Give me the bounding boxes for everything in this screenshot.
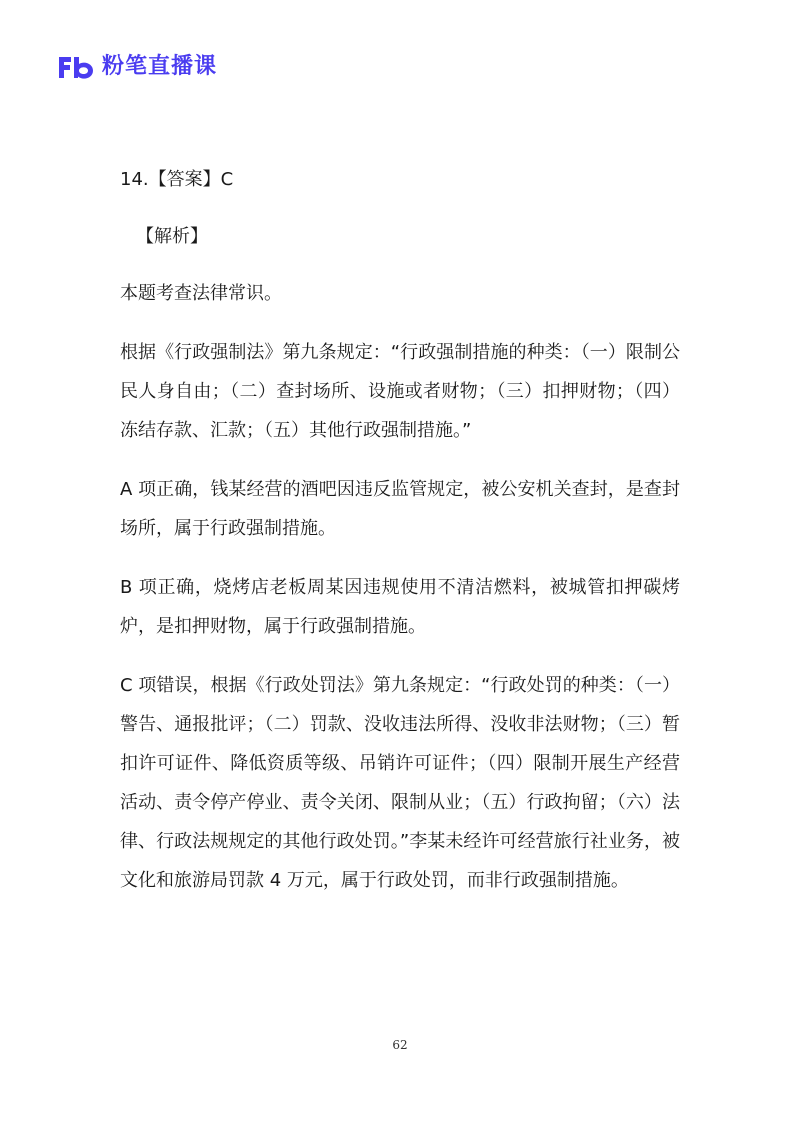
document-body	[120, 160, 680, 920]
paragraph-option-b: B 项正确，烧烤店老板周某因违规使用不清洁燃料，被城管扣押碳烤炉，是扣押财物，属于行政强制措施。	[120, 577, 680, 637]
page-number: 62	[392, 1038, 408, 1052]
brand-logo	[56, 52, 217, 82]
logo-text: 粉笔直播课	[102, 54, 218, 79]
paragraph-option-c: C 项错误，根据《行政处罚法》第九条规定：“行政处罚的种类：（一）警告、通报批评；（二）罚款、没收违法所得、没收非法财物；（三）暂扣许可证件、降低资质等级、吊销许可证件；（四）限制开展生产经营活动、责令停产停业、责令关闭、限制从业；（五）行政拘留；（六）法律、行政法规规定的其他行政处罚。”李某未经许可经营旅行社业务，被文化和旅游局罚款 4 万元，属于行政处罚，而非行政强制措施。	[120, 675, 680, 891]
analysis-label: 【解析】	[136, 226, 208, 247]
paragraph-option-a: A 项正确，钱某经营的酒吧因违反监管规定，被公安机关查封，是查封场所，属于行政强制措施。	[120, 479, 680, 539]
answer-heading: 14.【答案】C	[120, 169, 234, 190]
fb-logo-icon	[56, 53, 96, 81]
paragraph-law-quote: 根据《行政强制法》第九条规定：“行政强制措施的种类：（一）限制公民人身自由；（二）查封场所、设施或者财物；（三）扣押财物；（四）冻结存款、汇款；（五）其他行政强制措施。”	[120, 342, 680, 441]
paragraph-topic: 本题考查法律常识。	[120, 283, 282, 304]
